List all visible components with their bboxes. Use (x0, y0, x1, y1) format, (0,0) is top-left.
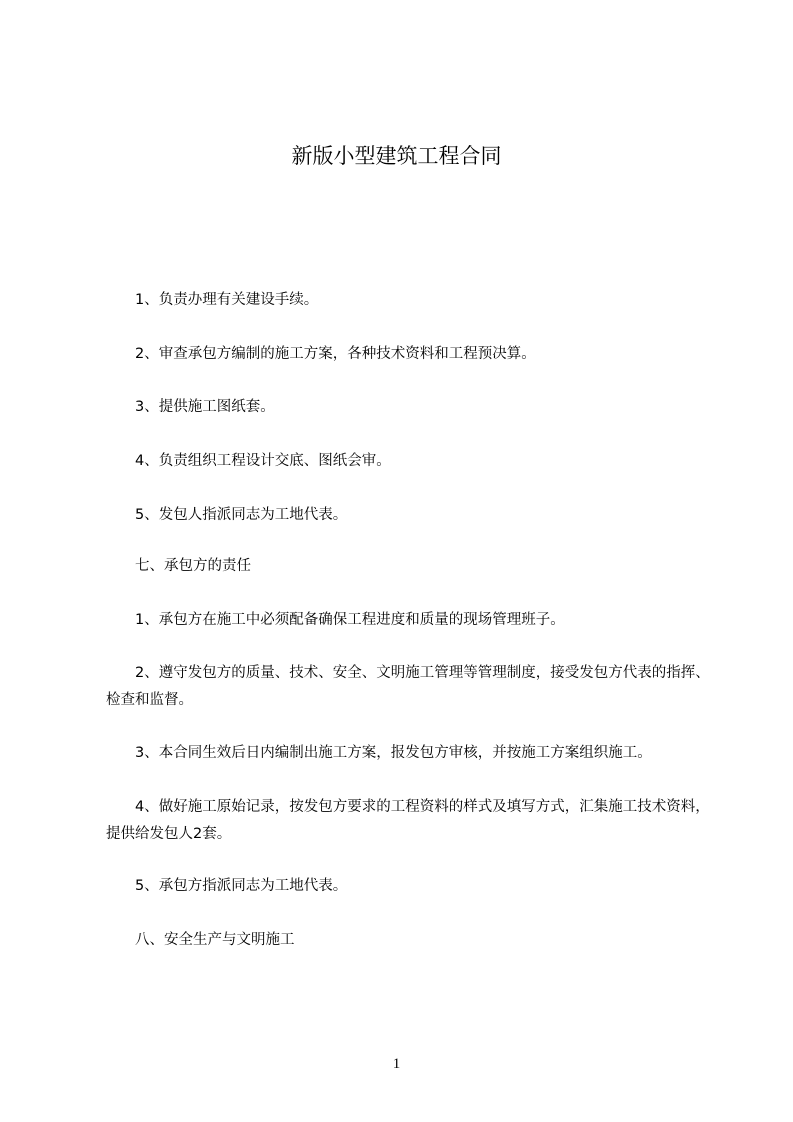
paragraph-7-3: 3、本合同生效后日内编制出施工方案，报发包方审核，并按施工方案组织施工。 (135, 745, 652, 761)
paragraph-7-1: 1、承包方在施工中必须配备确保工程进度和质量的现场管理班子。 (135, 612, 565, 628)
paragraph-3: 3、提供施工图纸套。 (135, 399, 275, 415)
paragraph-5: 5、发包人指派同志为工地代表。 (135, 507, 348, 523)
paragraph-1: 1、负责办理有关建设手续。 (135, 292, 319, 308)
paragraph-4: 4、负责组织工程设计交底、图纸会审。 (135, 453, 391, 469)
section-heading-8: 八、安全生产与文明施工 (135, 932, 295, 948)
paragraph-2: 2、审查承包方编制的施工方案，各种技术资料和工程预决算。 (135, 346, 536, 362)
paragraph-7-4: 4、做好施工原始记录，按发包方要求的工程资料的样式及填写方式，汇集施工技术资料，提供给发包人2套。 (106, 799, 710, 842)
page-number: 1 (392, 1056, 401, 1072)
paragraph-7-2: 2、遵守发包方的质量、技术、安全、文明施工管理等管理制度，接受发包方代表的指挥、检查和监督。 (106, 665, 710, 708)
paragraph-7-5: 5、承包方指派同志为工地代表。 (135, 878, 348, 894)
document-title: 新版小型建筑工程合同 (291, 144, 502, 168)
section-heading-7: 七、承包方的责任 (135, 558, 251, 574)
